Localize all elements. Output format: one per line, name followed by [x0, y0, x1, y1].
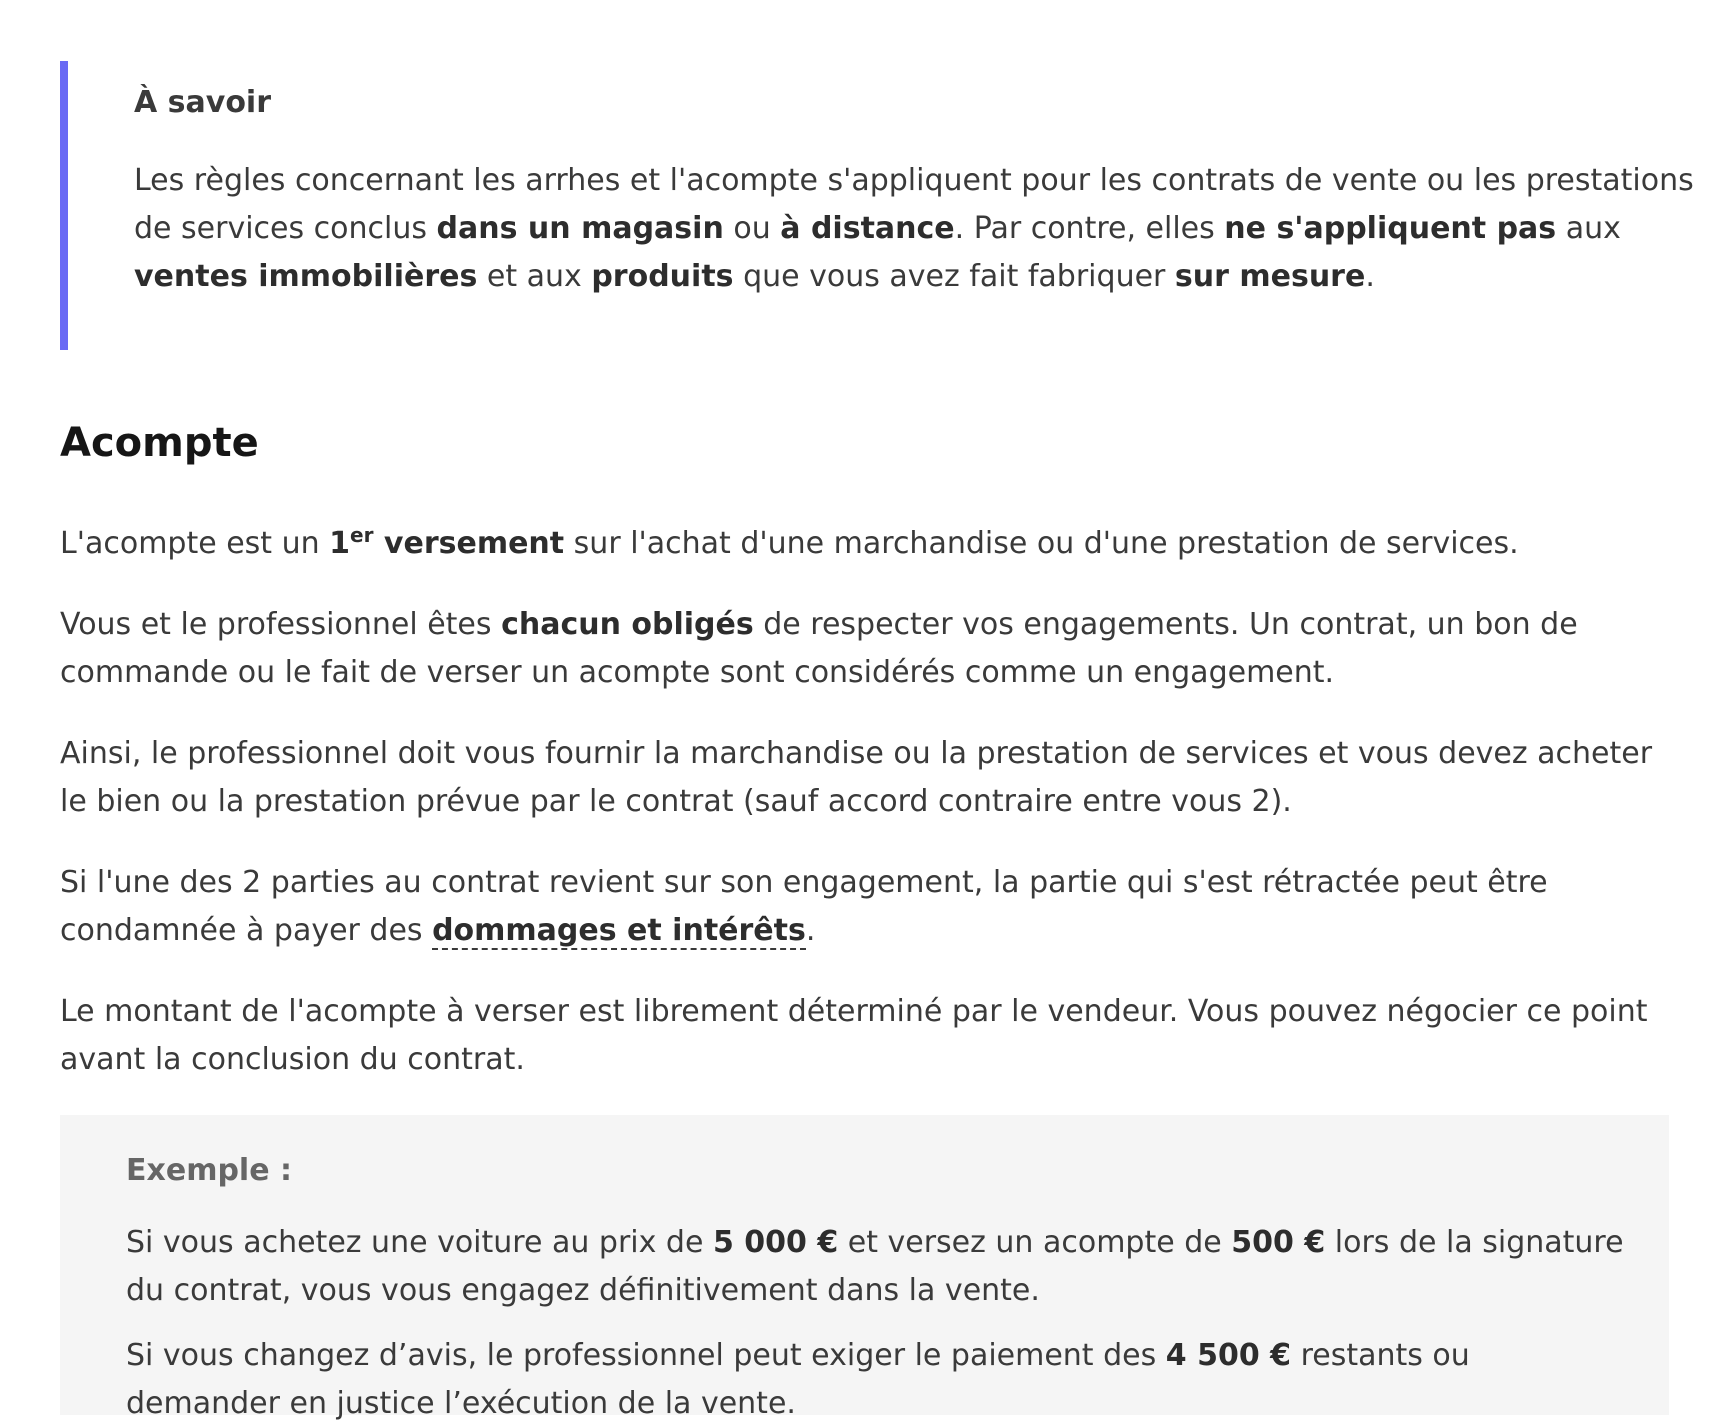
- callout-text-part: et aux: [477, 259, 592, 294]
- section-title: Acompte: [60, 420, 259, 466]
- callout-text: [134, 157, 1694, 301]
- example-text: [126, 1332, 1626, 1428]
- glossary-link-dommages-interets[interactable]: dommages et intérêts: [432, 913, 806, 948]
- callout-text-part: . Par contre, elles: [954, 211, 1225, 246]
- paragraph-text: .: [805, 913, 816, 948]
- paragraph-text: Ainsi, le professionnel doit vous fournir la marchandise ou la prestation de services et vous devez acheter le bien ou la prestation prévue par le contrat (sauf accord contraire entre vous 2).: [60, 736, 1653, 819]
- paragraph-text: Le montant de l'acompte à verser est librement déterminé par le vendeur. Vous pouvez négocier ce point avant la conclusion du contrat.: [60, 994, 1648, 1077]
- callout-text-part: ou: [723, 211, 781, 246]
- paragraph-definition: [60, 520, 1680, 568]
- bold-text: versement: [373, 526, 565, 561]
- paragraph-text: sur l'achat d'une marchandise ou d'une prestation de services.: [564, 526, 1519, 561]
- example-text-part: Si vous changez d’avis, le professionnel peut exiger le paiement des: [126, 1338, 1166, 1373]
- paragraph-text: de respecter vos engagements. Un contrat, un bon de commande ou le fait de verser un acompte sont considérés comme un engagement.: [60, 607, 1578, 690]
- callout-bold: ventes immobilières: [134, 259, 478, 294]
- paragraph-consequence: [60, 730, 1680, 826]
- paragraph-withdrawal: [60, 859, 1680, 955]
- example-text-part: restants ou demander en justice l’exécution de la vente.: [126, 1338, 1470, 1421]
- example-bold: 5 000 €: [712, 1225, 839, 1260]
- example-box: [60, 1115, 1669, 1421]
- paragraph-text: Vous et le professionnel êtes: [60, 607, 502, 642]
- paragraph-amount: [60, 988, 1680, 1084]
- example-text: [126, 1219, 1626, 1315]
- example-text-part: lors de la signature du contrat, vous vous engagez définitivement dans la vente.: [126, 1225, 1624, 1308]
- example-bold: 500 €: [1231, 1225, 1326, 1260]
- callout-bold: ne s'appliquent pas: [1224, 211, 1557, 246]
- example-title: Exemple :: [126, 1153, 292, 1188]
- callout-bold: produits: [591, 259, 734, 294]
- paragraph-text: Si l'une des 2 parties au contrat revient sur son engagement, la partie qui s'est rétractée peut être condamnée à payer des: [60, 865, 1548, 948]
- callout-bold: sur mesure: [1174, 259, 1366, 294]
- paragraph-obligations: [60, 601, 1680, 697]
- paragraph-bold: [329, 523, 565, 561]
- callout-bold: dans un magasin: [436, 211, 724, 246]
- example-bold: 4 500 €: [1165, 1338, 1292, 1373]
- example-text-part: Si vous achetez une voiture au prix de: [126, 1225, 713, 1260]
- callout-text-part: aux: [1556, 211, 1621, 246]
- info-callout: [60, 61, 1694, 350]
- paragraph-bold: chacun obligés: [501, 607, 754, 642]
- callout-text-part: .: [1365, 259, 1375, 294]
- callout-text-part: que vous avez fait fabriquer: [733, 259, 1175, 294]
- callout-text-part: Les règles concernant les arrhes et l'acompte s'appliquent pour les contrats de vente ou les prestations de services conclus: [134, 163, 1694, 246]
- ordinal-number: 1: [329, 526, 351, 561]
- paragraph-text: L'acompte est un: [60, 526, 330, 561]
- callout-title: À savoir: [134, 85, 272, 120]
- callout-bold: à distance: [780, 211, 955, 246]
- ordinal-suffix: er: [350, 523, 374, 547]
- example-text-part: et versez un acompte de: [838, 1225, 1232, 1260]
